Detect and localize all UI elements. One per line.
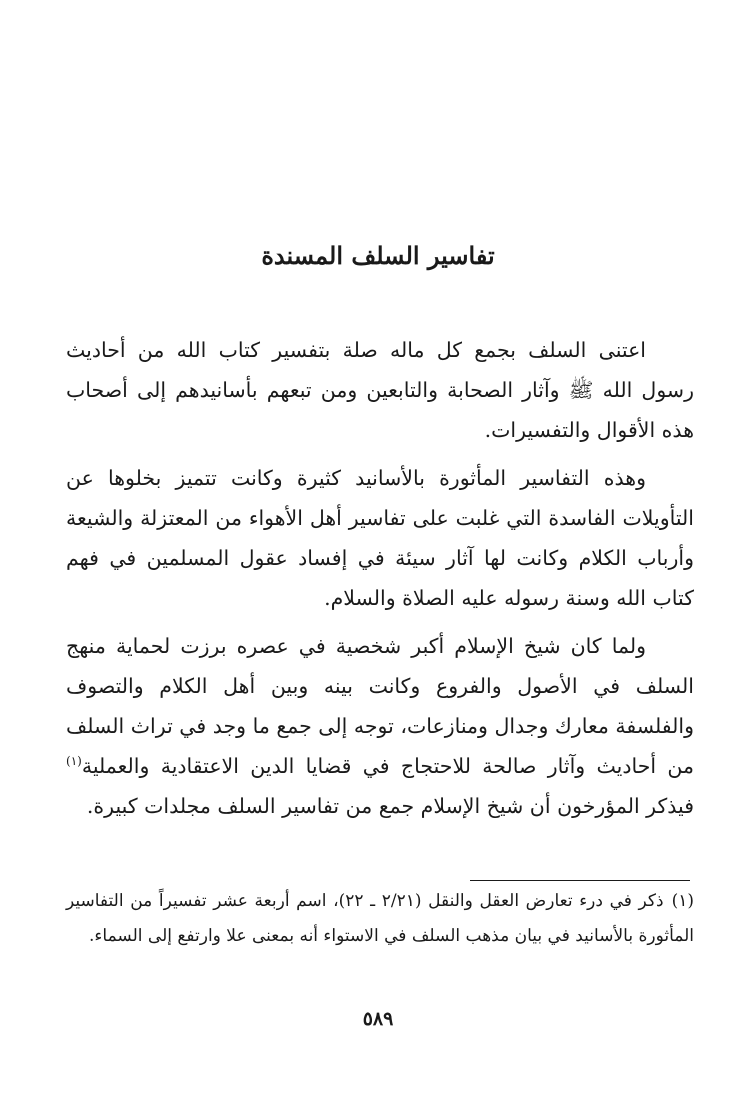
paragraph-1: اعتنى السلف بجمع كل ماله صلة بتفسير كتاب الله من أحاديث رسول الله ﷺ وآثار الصحابة والتابعين ومن تبعهم بأسانيدهم إلى أصحاب هذه الأقوال والتفسيرات.: [66, 338, 694, 442]
footnote-text: ذكر في درء تعارض العقل والنقل (٢/٢١ ـ ٢٢)، اسم أربعة عشر تفسيراً من التفاسير المأثورة بالأسانيد في بيان مذهب السلف في الاستواء أنه بمعنى علا وارتفع إلى السماء.: [66, 891, 694, 946]
page-number: ٥٨٩: [362, 1008, 394, 1030]
body-text: [66, 330, 694, 834]
footnote-number: (١): [671, 891, 694, 911]
paragraph-3: [66, 626, 694, 826]
page-title: تفاسير السلف المسندة: [261, 241, 495, 270]
paragraph-2: وهذه التفاسير المأثورة بالأسانيد كثيرة وكانت تتميز بخلوها عن التأويلات الفاسدة التي غلبت على تفاسير أهل الأهواء من المعتزلة والشيعة وأرباب الكلام وكانت لها آثار سيئة في إفساد عقول المسلمين في فهم كتاب الله وسنة رسوله عليه الصلاة والسلام.: [66, 466, 694, 610]
paragraph-3-text-before: ولما كان شيخ الإسلام أكبر شخصية في عصره برزت لحماية منهج السلف في الأصول والفروع وكانت بينه وبين أهل الكلام والتصوف والفلسفة معارك وجدال ومنازعات، توجه إلى جمع ما وجد في تراث السلف من أحاديث وآثار صالحة للاحتجاج في قضايا الدين الاعتقادية والعملية: [66, 634, 694, 778]
footnote-divider: [470, 880, 690, 881]
footnote: [66, 884, 694, 954]
paragraph-3-text-after: فيذكر المؤرخون أن شيخ الإسلام جمع من تفاسير السلف مجلدات كبيرة.: [86, 794, 694, 818]
footnote-reference[interactable]: (١): [66, 754, 82, 769]
